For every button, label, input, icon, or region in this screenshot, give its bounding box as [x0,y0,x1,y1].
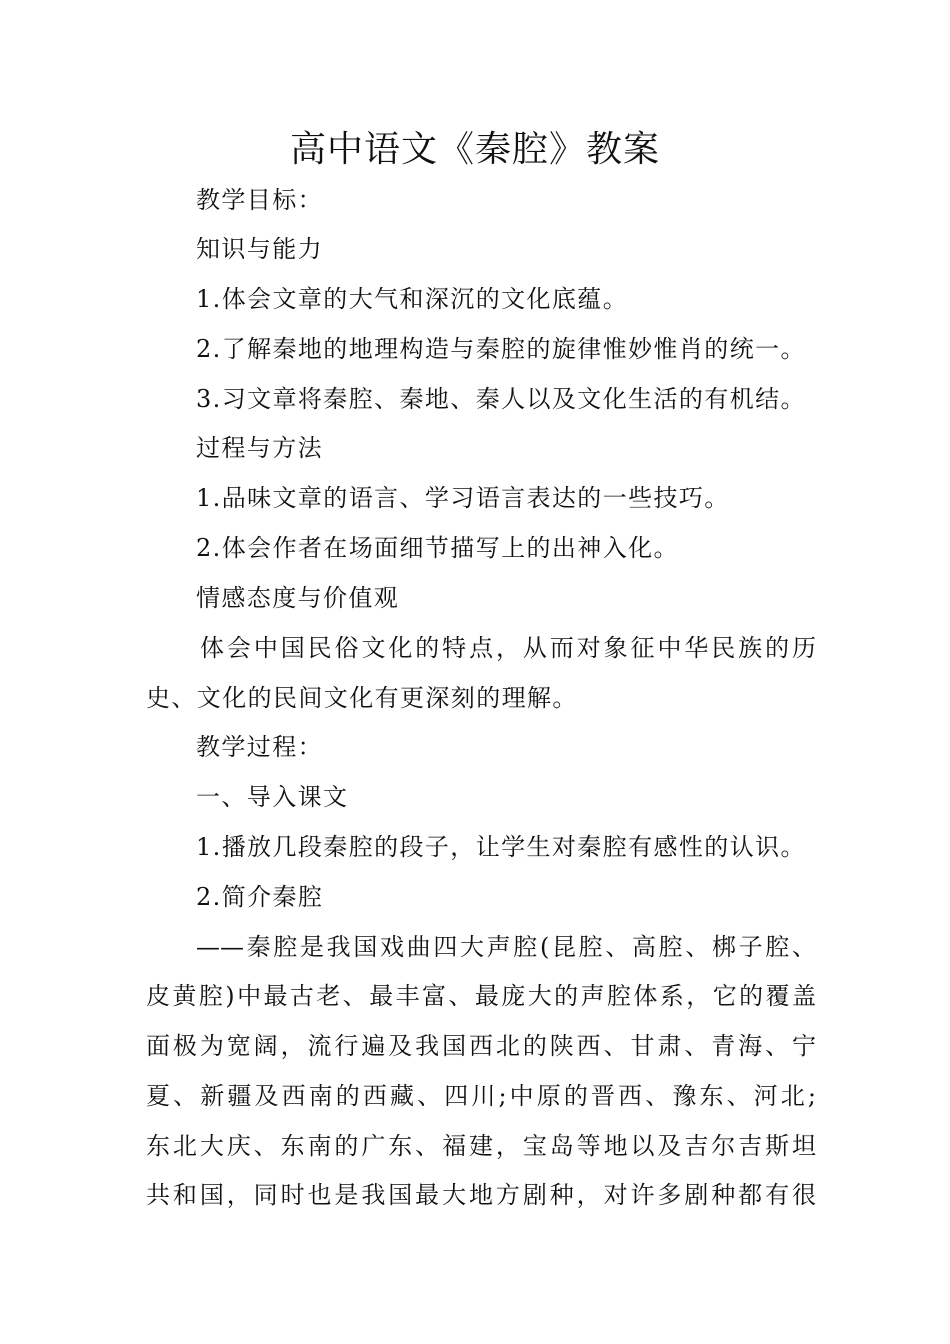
paragraph-line: 夏、新疆及西南的西藏、四川;中原的晋西、豫东、河北; [146,1082,816,1110]
paragraph-line: 面极为宽阔，流行遍及我国西北的陕西、甘肃、青海、宁 [146,1032,816,1060]
paragraph-line: 3.习文章将秦腔、秦地、秦人以及文化生活的有机结。 [196,385,806,413]
paragraph-line: 2.了解秦地的地理构造与秦腔的旋律惟妙惟肖的统一。 [196,335,806,363]
section-heading-objectives: 教学目标： [196,186,323,214]
paragraph-line: 共和国，同时也是我国最大地方剧种，对许多剧种都有很 [146,1181,816,1209]
paragraph-line: 2.简介秦腔 [196,883,324,911]
paragraph-line: 1.播放几段秦腔的段子，让学生对秦腔有感性的认识。 [196,833,806,861]
paragraph-line: 史、文化的民间文化有更深刻的理解。 [146,684,578,712]
paragraph-line: 2.体会作者在场面细节描写上的出神入化。 [196,534,679,562]
paragraph-line: 皮黄腔)中最古老、最丰富、最庞大的声腔体系，它的覆盖 [146,982,816,1010]
subheading-process: 过程与方法 [196,434,323,462]
section-heading-process: 教学过程： [196,733,323,761]
paragraph-line: 1.体会文章的大气和深沉的文化底蕴。 [196,285,629,313]
document-title: 高中语文《秦腔》教案 [289,129,660,170]
paragraph-line: 东北大庆、东南的广东、福建，宝岛等地以及吉尔吉斯坦 [146,1132,816,1160]
subheading-values: 情感态度与价值观 [196,584,400,612]
paragraph-line: 体会中国民俗文化的特点，从而对象征中华民族的历 [200,634,816,662]
subheading-knowledge: 知识与能力 [196,235,323,263]
paragraph-line: 1.品味文章的语言、学习语言表达的一些技巧。 [196,484,730,512]
paragraph-line: ——秦腔是我国戏曲四大声腔(昆腔、高腔、梆子腔、 [196,933,816,961]
subheading-intro: 一、导入课文 [196,783,349,811]
